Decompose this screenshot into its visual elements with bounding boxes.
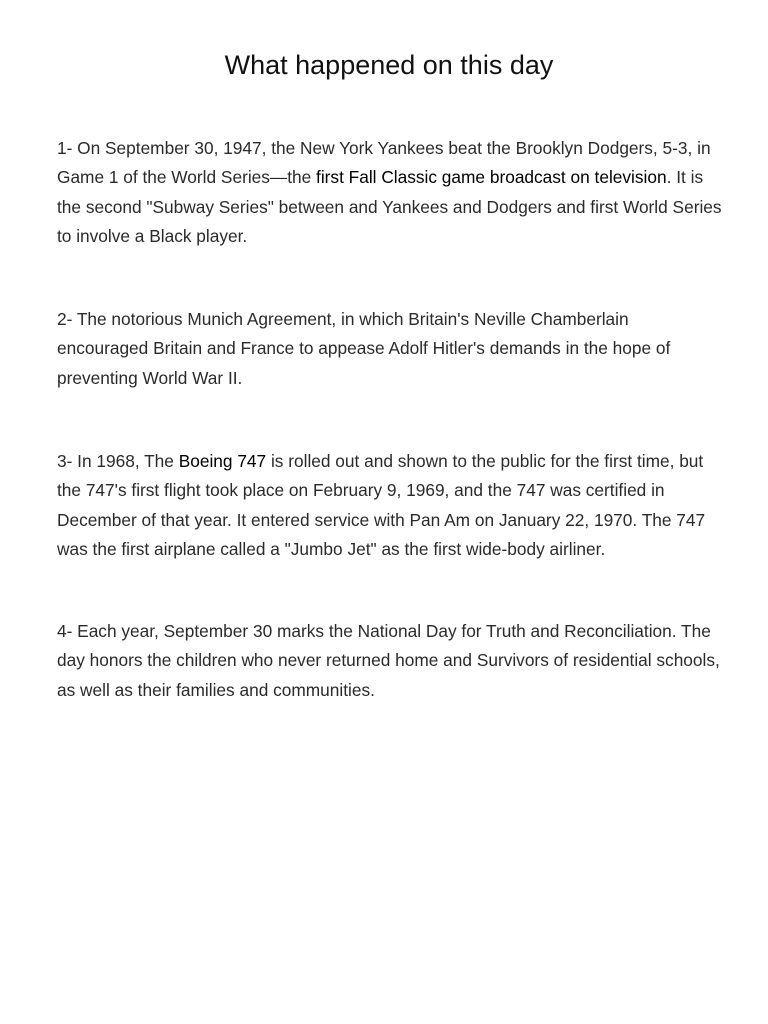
paragraph-2: 2- The notorious Munich Agreement, in which Britain's Neville Chamberlain encouraged Britain and France to appease Adolf Hitler's demands in the hope of preventing World War II.: [57, 309, 671, 388]
paragraph-3-text-end: is rolled out and shown to the public for the first time, but the 747's first flight took place on February 9, 1969, and the 747 was certified in December of that year. It entered service with Pan Am on January 22, 1970. The 747 was the first airplane called a "Jumbo Jet" as the first wide-body airliner.: [57, 451, 706, 559]
paragraph-1: [57, 134, 723, 251]
paragraph-1-text-start: 1- On September 30, 1947, the New York Yankees beat the Brooklyn Dodgers, 5-3, in Game 1 of the World Series—the: [57, 138, 711, 188]
paragraph-3: [57, 447, 723, 564]
fall-classic-broadcast-link[interactable]: first Fall Classic game broadcast on television: [316, 167, 667, 188]
paragraph-3-text-start: 3- In 1968, The: [57, 451, 179, 471]
paragraph-1-text-end: . It is the second "Subway Series" between and Yankees and Dodgers and first World Series to involve a Black player.: [57, 167, 722, 246]
paragraph-4: 4- Each year, September 30 marks the National Day for Truth and Reconciliation. The day honors the children who never returned home and Survivors of residential schools, as well as their families and communities.: [57, 621, 720, 700]
boeing-747-link[interactable]: Boeing 747: [178, 451, 267, 471]
page-title: What happened on this day: [224, 50, 554, 80]
